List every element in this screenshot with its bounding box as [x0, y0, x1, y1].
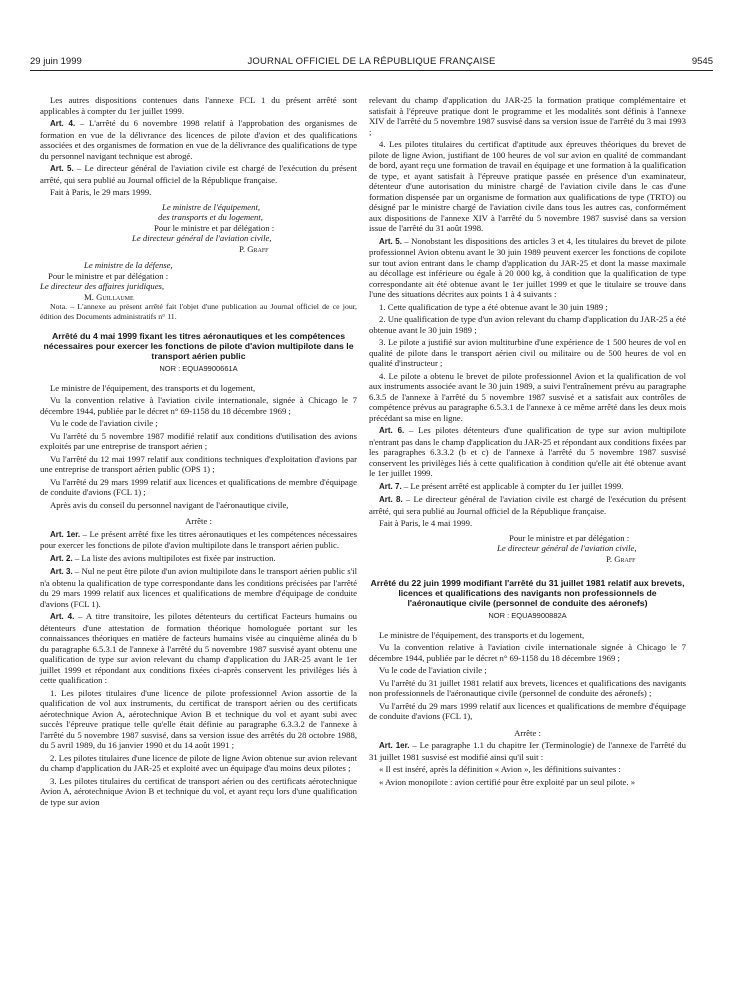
paragraph: relevant du champ d'application du JAR-25 la formation pratique complémentaire et satisfait à l'épreuve pratique dont le programme et les modalités sont définis à l'annexe XIV de l'arrêté du 5 novembre 1987 susvisé dans sa version issue de l'arrêté du 3 mai 1993 ;	[369, 95, 686, 137]
paragraph: « Avion monopilote : avion certifié pour être exploité par un seul pilote. »	[379, 776, 636, 787]
list-item: 1. Cette qualification de type a été obtenue avant le 30 juin 1989 ;	[379, 301, 608, 312]
list-item: 4. Le pilote a obtenu le brevet de pilote professionnel Avion et la qualification de vol aux instruments associée avant le 30 juin 1989, a suivi l'entraînement prévu au paragraphe 6.3.5 de l'annexe à l'arrêté du 5 novembre 1987 susvisé et a satisfait aux contrôles de compétence prévus au paragraphe 6.5.3.1 de l'annexe à ce même arrêté dans les deux mois précédant sa mise en ligne.	[369, 370, 686, 423]
done-at: Fait à Paris, le 4 mai 1999.	[379, 518, 473, 528]
article-label: Art. 4.	[50, 119, 76, 128]
article	[40, 118, 357, 161]
signature-block	[369, 533, 686, 565]
preamble-line: Vu le code de l'aviation civile ;	[379, 665, 487, 675]
preamble-line: Vu l'arrêté du 31 juillet 1981 relatif aux brevets, licences et qualifications des navigants non professionnels de l'aéronautique civile (personnel de conduite des aéronefs) ;	[369, 677, 686, 698]
signature-name: M. Guillaume	[84, 291, 134, 302]
preamble-line: Le ministre de l'équipement, des transports et du logement,	[379, 629, 585, 640]
signature-line: Le ministre de l'équipement,	[162, 201, 261, 212]
article-label: Art. 4.	[50, 612, 75, 621]
list-item: 3. Les pilotes titulaires du certificat de transport aérien ou des certificats aérotechnique Avion A, aérotechnique Avion B et technique du vol, et ayant reçu lors d'une qualification de type sur avion	[40, 775, 357, 807]
article-label: Art. 5.	[50, 164, 74, 173]
preamble-line: Vu la convention relative à l'aviation civile internationale signée à Chicago le 7 décembre 1944, publiée par le décret n° 69-1158 du 18 décembre 1969 ;	[369, 642, 686, 663]
nor-reference: NOR : EQUA9900661A	[159, 364, 238, 373]
signature-block	[40, 202, 357, 255]
article	[369, 481, 686, 493]
preamble-line: Vu la convention relative à l'aviation civile internationale, signée à Chicago le 7 décembre 1944, publiée par le décret n° 69-1158 du 18 décembre 1969 ;	[40, 395, 357, 416]
arrete-heading: Arrête :	[185, 516, 212, 526]
page-header	[30, 56, 713, 70]
preamble-line: Vu le code de l'aviation civile ;	[50, 418, 158, 428]
signature-line: Pour le ministre et par délégation :	[509, 532, 630, 543]
page-number: 9545	[691, 56, 713, 67]
list-item: 1. Les pilotes titulaires d'une licence de pilote professionnel Avion assortie de la qualification de vol aux instruments, du certificat de transport aérien ou des certificats aérotechnique Avion A, aérotechnique Avion B et technique du vol et ayant subi avec succès l'épreuve pratique telle qu'elle était définie au paragraphe 6.3.3.2 de l'annexe à l'arrêté du 5 novembre 1987 susvisé, dans sa version issue des arrêtés du 28 octobre 1988, du 5 avril 1989, du 16 janvier 1990 et du 14 août 1991 ;	[40, 687, 357, 750]
article-label: Art. 8.	[379, 495, 403, 504]
signature-block	[40, 260, 357, 302]
signature-line: des transports et du logement,	[158, 212, 263, 222]
list-item: 4. Les pilotes titulaires du certificat d'aptitude aux épreuves théoriques du brevet de pilote de ligne Avion, justifiant de 100 heures de vol sur avion en qualité de commandant de bord, ayant reçu une formation de travail en équipage et une formation à la qualification de type, et ayant satisfait à l'épreuve pratique passée en présence d'un examinateur, détenteur d'une autorisation du ministre chargé de l'aviation civile dans le cas d'une formation dispensée par un organisme de formation aux qualifications de type (TRTO) ou désigné par le ministre chargé de l'aviation civile dans tous les autres cas, conformément aux dispositions de l'annexe XIV à l'arrêté du 5 novembre 1987 susvisé dans sa version issue de l'arrêté du 31 août 1998.	[369, 139, 686, 233]
article-text: – Nul ne peut être pilote d'un avion multipilote dans le transport aérien public s'il n'a obtenu la qualification de type correspondante dans les conditions précisées par l'arrêté du 29 mars 1999 relatif aux licences et qualifications de membre d'équipage de conduite d'avions (FCL 1).	[40, 566, 358, 609]
article-label: Art. 6.	[379, 426, 405, 435]
article-text: – Le présent arrêté est applicable à compter du 1er juillet 1999.	[401, 480, 624, 491]
left-column	[40, 95, 357, 809]
paragraph: Les autres dispositions contenues dans l'annexe FCL 1 du présent arrêté sont applicables à compter du 1er juillet 1999.	[40, 95, 357, 116]
preamble-line: Vu l'arrêté du 5 novembre 1987 modifié relatif aux conditions d'utilisation des avions exploités par une entreprise de transport aérien ;	[40, 430, 357, 451]
article	[369, 425, 686, 479]
article-label: Art. 1er.	[379, 741, 410, 750]
article-text: – A titre transitoire, les pilotes détenteurs du certificat Facteurs humains ou détenteurs d'une attestation de formation théorique homologuée portant sur les connaissances théoriques en matière de facteurs humains visée au cinquième alinéa du b du paragraphe 6.5.3.1 de l'annexe à l'arrêté du 5 novembre 1987 susvisé ayant obtenu une qualification de type sur avion relevant du champ d'application du JAR-25 avant le 1er juillet 1999 et répondant aux conditions fixées ci-après conservent les privilèges liés à cette qualification :	[40, 611, 358, 685]
decree-title: Arrêté du 4 mai 1999 fixant les titres aéronautiques et les compétences nécessaires pour exercer les fonctions de pilote d'avion multipilote dans le transport aérien public	[43, 331, 354, 361]
article-text: – Le directeur général de l'aviation civile est chargé de l'exécution du présent arrêté, qui sera publié au Journal officiel de la République française.	[40, 163, 358, 185]
preamble-line: Vu l'arrêté du 29 mars 1999 relatif aux licences et qualifications de membre d'équipage de conduite d'avions (FCL 1) ;	[40, 476, 357, 497]
note: Nota. – L'annexe au présent arrêté fait l'objet d'une publication au Journal officiel de ce jour, édition des Documents administratifs n° 11.	[40, 302, 357, 321]
article	[40, 566, 357, 609]
article	[369, 740, 686, 762]
signature-name: P. Graff	[606, 553, 636, 564]
article-text: – Les pilotes détenteurs d'une qualification de type sur avion multipilote n'entrant pas dans le champ d'application du JAR-25 et répondant aux conditions fixées par les paragraphes 6.3.3.2 (b et c) de l'annexe à l'arrêté du 5 novembre 1987 susvisé conservent les privilèges liés à cette qualification à condition qu'elle ait été obtenue avant le 1er juillet 1999.	[369, 425, 687, 478]
header-rule	[30, 70, 713, 71]
nor-reference: NOR : EQUA9900882A	[488, 611, 567, 620]
article-label: Art. 5.	[379, 236, 402, 246]
article-label: Art. 3.	[50, 567, 73, 576]
preamble-line: Vu l'arrêté du 12 mai 1997 relatif aux conditions techniques d'exploitation d'avions par une entreprise de transport aérien public (OPS 1) ;	[40, 453, 357, 474]
article	[369, 236, 686, 300]
signature-line: Le directeur des affaires juridiques,	[40, 281, 165, 291]
preamble-line: Le ministre de l'équipement, des transports et du logement,	[50, 382, 256, 393]
signature-line: Pour le ministre et par délégation :	[48, 270, 169, 281]
journal-title: JOURNAL OFFICIEL DE LA RÉPUBLIQUE FRANÇAISE	[247, 56, 496, 67]
article-text: – Le directeur général de l'aviation civile est chargé de l'exécution du présent arrêté, qui sera publié au Journal officiel de la République française.	[369, 494, 687, 516]
signature-line: Pour le ministre et par délégation :	[154, 222, 275, 233]
article-label: Art. 2.	[50, 553, 73, 563]
list-item: 2. Une qualification de type d'un avion relevant du champ d'application du JAR-25 a été obtenue avant le 30 juin 1989 ;	[369, 314, 686, 335]
right-column	[369, 95, 686, 789]
article-text: – Nonobstant les dispositions des articles 3 et 4, les titulaires du brevet de pilote professionnel Avion obtenu avant le 30 juin 1989 peuvent exercer les fonctions de copilote sur tout avion entrant dans le champ d'application du JAR-25 et dont la masse maximale au décollage est inférieure ou égale à 20 000 kg, à condition que la qualification de type correspondante ait été obtenue avant le 1er juillet 1999 et que le titulaire se trouve dans l'une des situations décrites aux points 1 à 4 suivants :	[369, 235, 686, 299]
article-label: Art. 1er.	[50, 529, 81, 539]
article	[369, 494, 686, 516]
article	[40, 163, 357, 185]
issue-date: 29 juin 1999	[30, 56, 82, 67]
done-at: Fait à Paris, le 29 mars 1999.	[50, 187, 152, 197]
article-label: Art. 7.	[379, 481, 402, 491]
signature-line: Le directeur général de l'aviation civile,	[132, 233, 272, 243]
article	[40, 611, 357, 686]
article-text: – L'arrêté du 6 novembre 1998 relatif à l'approbation des organismes de formation en vue de la délivrance des licences de pilote d'avion et des qualifications associées et des organismes de formation en vue de la délivrance des qualifications de type du personnel navigant technique est abrogé.	[40, 118, 357, 161]
article	[40, 529, 357, 551]
signature-line: Le directeur général de l'aviation civile,	[497, 543, 637, 553]
article-text: – La liste des avions multipilotes est fixée par instruction.	[72, 552, 276, 563]
preamble-line: Après avis du conseil du personnel navigant de l'aéronautique civile,	[50, 499, 289, 510]
arrete-heading: Arrête :	[514, 727, 541, 738]
signature-line: Le ministre de la défense,	[84, 260, 173, 270]
article-text: – Le présent arrêté fixe les titres aéronautiques et les compétences nécessaires pour exercer les fonctions de pilote d'avion multipilote dans le transport aérien public.	[40, 528, 357, 550]
signature-name: P. Graff	[239, 243, 269, 254]
paragraph: « Il est inséré, après la définition « Avion », les définitions suivantes :	[379, 764, 621, 774]
article	[40, 553, 357, 565]
article-text: – Le paragraphe 1.1 du chapitre Ier (Terminologie) de l'annexe de l'arrêté du 31 juillet 1981 susvisé est modifié ainsi qu'il suit :	[369, 740, 686, 762]
preamble-line: Vu l'arrêté du 29 mars 1999 relatif aux licences et qualifications de membre d'équipage de conduite d'avions (FCL 1),	[369, 700, 686, 721]
decree-title: Arrêté du 22 juin 1999 modifiant l'arrêté du 31 juillet 1981 relatif aux brevets, licences et qualifications des navigants non professionnels de l'aéronautique civile (personnel de conduite des aéronefs)	[370, 578, 685, 608]
list-item: 3. Le pilote a justifié sur avion multiturbine d'une expérience de 1 500 heures de vol en qualité de pilote dans le transport aérien civil ou militaire ou de 500 heures de vol en qualité d'instructeur ;	[369, 337, 686, 368]
list-item: 2. Les pilotes titulaires d'une licence de pilote de ligne Avion obtenue sur avion relevant du champ d'application du JAR-25 et exploité avec un équipage d'au moins deux pilotes ;	[40, 752, 357, 773]
